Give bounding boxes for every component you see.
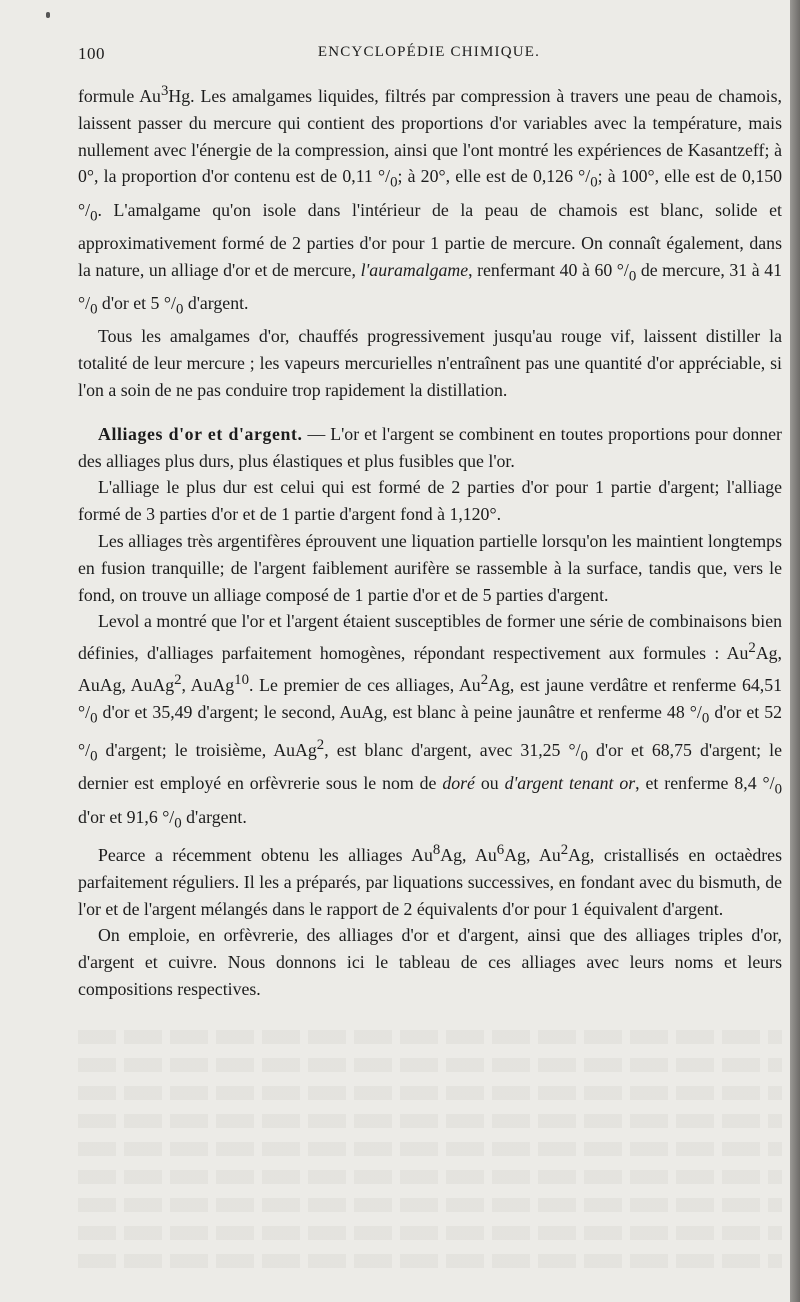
page-header xyxy=(78,44,780,68)
page-number: 100 xyxy=(78,44,105,63)
bleed-through xyxy=(78,1030,782,1044)
bleed-through xyxy=(78,1142,782,1156)
paragraph-hardest-alloy: L'alliage le plus dur est celui qui est formé de 2 parties d'or pour 1 partie d'argent; l'alliage formé de 3 parties d'or et de 1 partie d'argent fond à 1,120°. xyxy=(78,477,782,525)
bleed-through xyxy=(78,1198,782,1212)
paragraph-goldsmithing: On emploie, en orfèvrerie, des alliages d'or et d'argent, ainsi que des alliages triples d'or, d'argent et cuivre. Nous donnons ici le tableau de ces alliages avec leurs noms et leurs compositions respectives. xyxy=(78,925,782,999)
paragraph-pearce-crystals: Pearce a récemment obtenu les alliages Au$^8$Ag, Au$^6$Ag, Au$^2$Ag, cristallisés en octaèdres parfaitement réguliers. Il les a préparés, par liquations successives, en fondant avec du bismuth, de l'or et de l'argent mélangés dans le rapport de 2 équivalents d'or pour 1 équivalent d'argent. xyxy=(78,841,782,919)
term-dore: doré xyxy=(442,773,475,794)
body-text xyxy=(78,78,782,1003)
bleed-through xyxy=(78,1114,782,1128)
bleed-through xyxy=(78,1170,782,1184)
paragraph-levol-combinations: Levol a montré que l'or et l'argent étaient susceptibles de former une série de combinaisons bien définies, d'alliages parfaitement homogènes, répondant respectivement aux formules : Au$^2$Ag, AuAg, AuAg$^2$, AuAg$^{10}$. Le premier de ces alliages, Au$^2$Ag, est jaune verdâtre et renferme 64,51 $^\circ/_0$ d'or et 35,49 d'argent; le second, AuAg, est blanc à peine jaunâtre et renferme 48 $^\circ/_0$ d'or et 52 $^\circ/_0$ d'argent; le troisième, AuAg$^2$, est blanc d'argent, avec 31,25 $^\circ/_0$ d'or et 68,75 d'argent; le dernier est employé en orfèvrerie sous le nom de doré ou d'argent tenant or, et renferme 8,4 $^\circ/_0$ d'or et 91,6 $^\circ/_0$ d'argent. xyxy=(78,611,782,832)
paragraph-distillation: Tous les amalgames d'or, chauffés progressivement jusqu'au rouge vif, laissent distiller la totalité de leur mercure ; les vapeurs mercurielles n'entraînent pas une quantité d'or appréciable, si l'on a soin de ne pas conduire trop rapidement la distillation. xyxy=(78,326,782,401)
bleed-through xyxy=(78,1254,782,1268)
ink-speck xyxy=(46,12,50,18)
paragraph-amalgam-filtration: formule Au$^3$Hg. Les amalgames liquides, filtrés par compression à travers une peau de chamois, laissent passer du mercure qui contient des proportions d'or variables avec la température, mais nullement avec l'énergie de la compression, ainsi que l'ont montré les expériences de Kasantzeff; à 0°, la proportion d'or contenu est de 0,11 $^\circ/_0$; à 20°, elle est de 0,126 $^\circ/_0$; à 100°, elle est de 0,150 $^\circ/_0$. L'amalgame qu'on isole dans l'intérieur de la peau de chamois est blanc, solide et approximativement formé de 2 parties d'or pour 1 partie de mercure. On connaît également, dans la nature, un alliage d'or et de mercure, l'auramalgame, renfermant 40 à 60 $^\circ/_0$ de mercure, 31 à 41 $^\circ/_0$ d'or et 5 $^\circ/_0$ d'argent. xyxy=(78,83,782,318)
bleed-through xyxy=(78,1058,782,1072)
bleed-through xyxy=(78,1226,782,1240)
scan-edge xyxy=(790,0,800,1302)
margin-stamp-ghost xyxy=(4,40,30,300)
bleed-through xyxy=(78,1086,782,1100)
paragraph-liquation: Les alliages très argentifères éprouvent une liquation partielle lorsqu'on les maintient longtemps en fusion tranquille; de l'argent faiblement aurifère se rassemble à la surface, tandis que, vers le fond, on trouve un alliage composé de 1 partie d'or et de 5 parties d'argent. xyxy=(78,531,782,605)
paragraph-gold-silver-alloys: Alliages d'or et d'argent. — L'or et l'argent se combinent en toutes proportions pour donner des alliages plus durs, plus élastiques et plus fusibles que l'or. xyxy=(78,423,782,471)
term-argent-tenant-or: d'argent tenant or xyxy=(504,773,636,794)
running-head: ENCYCLOPÉDIE CHIMIQUE. xyxy=(317,44,541,60)
section-title: Alliages d'or et d'argent. xyxy=(98,423,303,444)
term-auramalgame: l'auramalgame xyxy=(360,259,469,280)
